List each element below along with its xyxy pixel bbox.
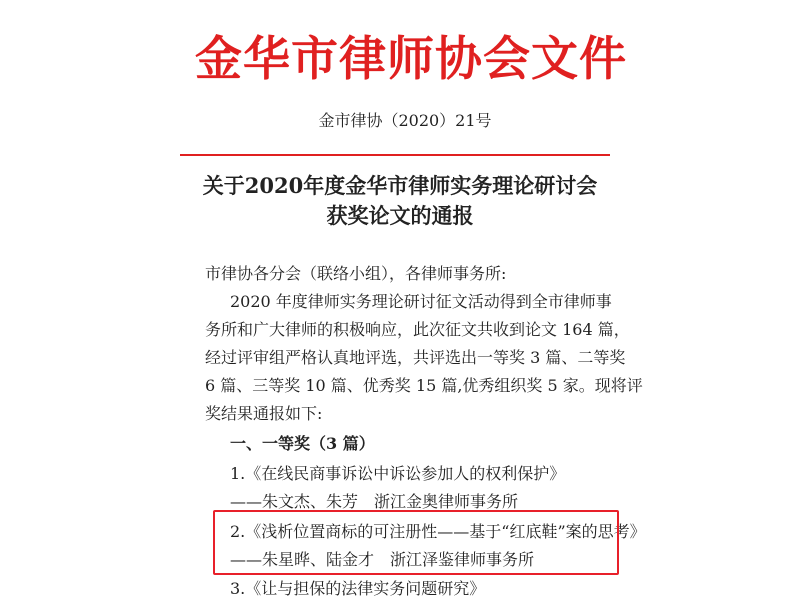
body-paragraph-line: 奖结果通报如下: xyxy=(205,404,323,423)
award-item-title: 2.《浅析位置商标的可注册性——基于“红底鞋”案的思考》 xyxy=(230,522,646,541)
header-divider xyxy=(180,154,610,156)
notice-title-line2: 获奖论文的通报 xyxy=(326,203,474,228)
highlight-box xyxy=(213,510,619,575)
salutation: 市律协各分会（联络小组），各律师事务所: xyxy=(205,264,507,283)
body-paragraph-line: 2020 年度律师实务理论研讨征文活动得到全市律师事 xyxy=(230,292,612,311)
body-paragraph-line: 6 篇、三等奖 10 篇、优秀奖 15 篇,优秀组织奖 5 家。现将评 xyxy=(205,376,643,395)
document-header-title: 金华市律师协会文件 xyxy=(195,32,627,87)
notice-title-line1: 关于2020年度金华市律师实务理论研讨会 xyxy=(202,173,598,198)
section-heading: 一、一等奖（3 篇） xyxy=(230,434,375,453)
award-item-authors: ——朱星晔、陆金才 浙江泽鉴律师事务所 xyxy=(230,550,535,569)
award-item-title: 3.《让与担保的法律实务问题研究》 xyxy=(230,579,486,598)
body-paragraph-line: 务所和广大律师的积极响应，此次征文共收到论文 164 篇， xyxy=(205,320,630,339)
award-item-authors: ——朱文杰、朱芳 浙江金奥律师事务所 xyxy=(230,492,519,511)
document-number: 金市律协（2020）21号 xyxy=(318,111,492,130)
award-item-title: 1.《在线民商事诉讼中诉讼参加人的权利保护》 xyxy=(230,464,566,483)
body-paragraph-line: 经过评审组严格认真地评选，共评选出一等奖 3 篇、二等奖 xyxy=(205,348,626,367)
